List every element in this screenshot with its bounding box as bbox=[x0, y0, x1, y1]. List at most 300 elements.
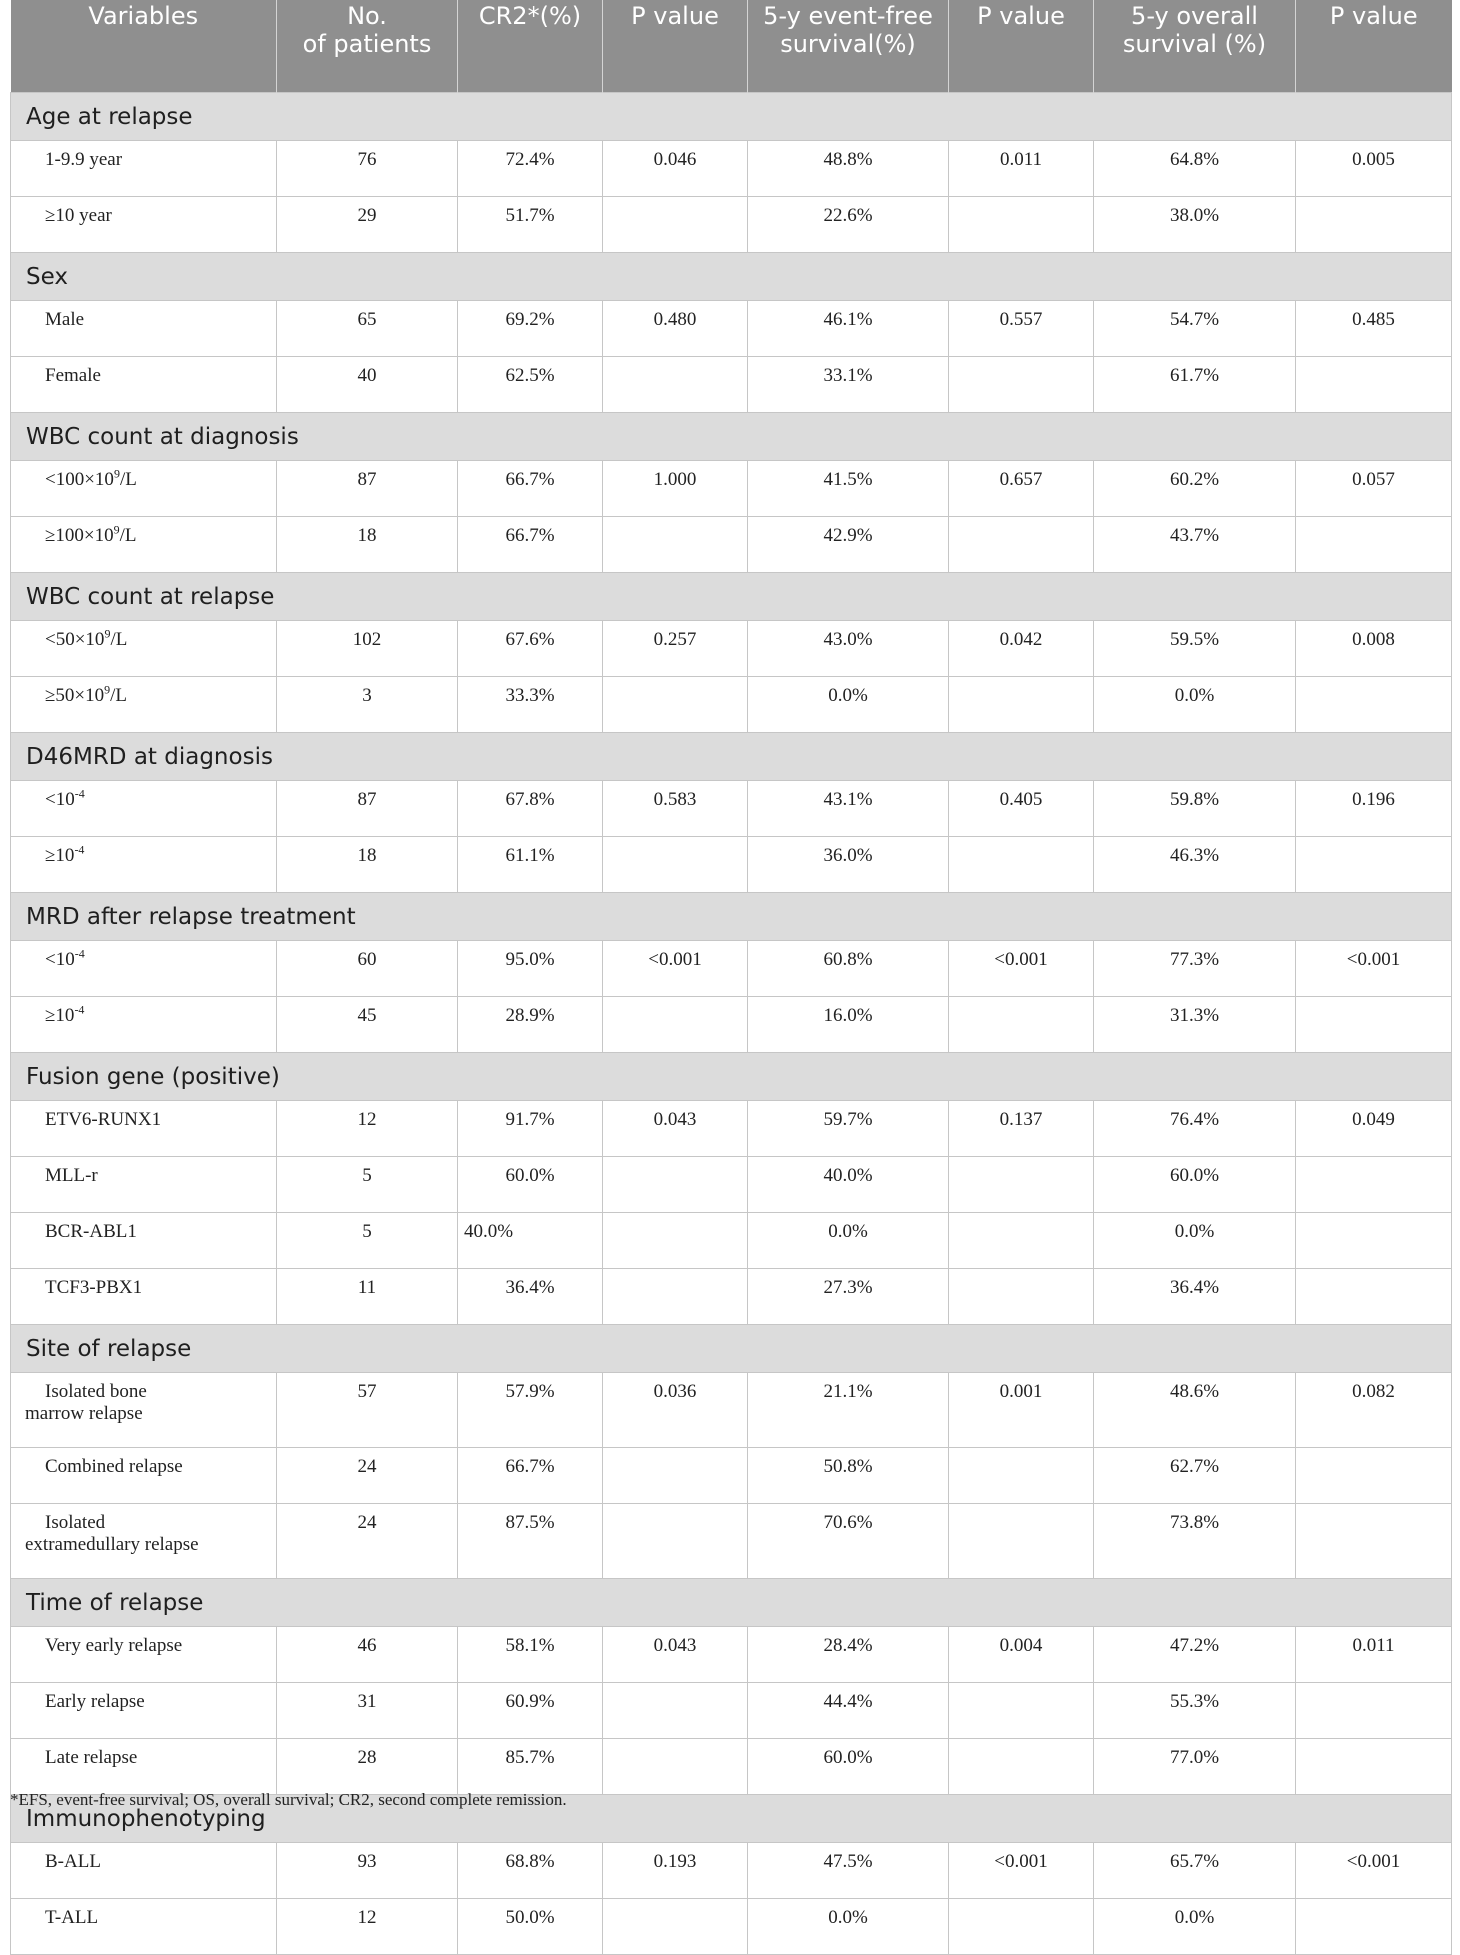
efs-cell: 46.1% bbox=[748, 301, 949, 357]
header-row bbox=[11, 0, 1452, 93]
table-row bbox=[11, 677, 1452, 733]
os-cell: 64.8% bbox=[1094, 141, 1296, 197]
os-cell: 46.3% bbox=[1094, 837, 1296, 893]
table-row bbox=[11, 1627, 1452, 1683]
patients-count-cell: 11 bbox=[277, 1269, 458, 1325]
os-cell: 62.7% bbox=[1094, 1448, 1296, 1504]
efs-cell: 0.0% bbox=[748, 677, 949, 733]
cr2-p-value-cell bbox=[603, 517, 748, 573]
efs-cell: 44.4% bbox=[748, 1683, 949, 1739]
os-p-value-cell bbox=[1296, 357, 1452, 413]
cr2-p-value-cell: 1.000 bbox=[603, 461, 748, 517]
os-p-value-cell bbox=[1296, 1269, 1452, 1325]
variable-cell bbox=[11, 1269, 277, 1325]
variable-superscript: -4 bbox=[74, 842, 85, 857]
os-p-value-cell bbox=[1296, 837, 1452, 893]
cr2-cell: 69.2% bbox=[458, 301, 603, 357]
variable-label: TCF3-PBX1 bbox=[45, 1277, 143, 1298]
os-p-value-cell: 0.082 bbox=[1296, 1373, 1452, 1448]
cr2-p-value-cell: 0.583 bbox=[603, 781, 748, 837]
variable-label-line bbox=[25, 1851, 270, 1873]
column-header: CR2*(%) bbox=[458, 0, 603, 93]
os-cell: 59.5% bbox=[1094, 621, 1296, 677]
group-title: Age at relapse bbox=[11, 93, 1452, 141]
variable-label: B-ALL bbox=[45, 1851, 101, 1872]
variable-cell bbox=[11, 1627, 277, 1683]
patients-count-cell: 46 bbox=[277, 1627, 458, 1683]
variable-unit: /L bbox=[119, 469, 137, 490]
cr2-cell: 58.1% bbox=[458, 1627, 603, 1683]
patients-count-cell: 24 bbox=[277, 1448, 458, 1504]
os-p-value-cell bbox=[1296, 677, 1452, 733]
cr2-cell: 87.5% bbox=[458, 1504, 603, 1579]
variable-cell bbox=[11, 1899, 277, 1955]
variable-label: 1-9.9 year bbox=[45, 149, 123, 170]
cr2-cell: 67.8% bbox=[458, 781, 603, 837]
cr2-cell: 91.7% bbox=[458, 1101, 603, 1157]
os-p-value-cell bbox=[1296, 1157, 1452, 1213]
cr2-p-value-cell bbox=[603, 1213, 748, 1269]
os-cell: 36.4% bbox=[1094, 1269, 1296, 1325]
variable-cell bbox=[11, 1504, 277, 1579]
variable-label: ≥10 year bbox=[45, 205, 112, 226]
group-title: WBC count at relapse bbox=[11, 573, 1452, 621]
os-cell: 43.7% bbox=[1094, 517, 1296, 573]
variable-label-line bbox=[25, 1165, 270, 1187]
cr2-cell: 28.9% bbox=[458, 997, 603, 1053]
column-header: No. of patients bbox=[277, 0, 458, 93]
cr2-cell: 66.7% bbox=[458, 1448, 603, 1504]
efs-p-value-cell bbox=[949, 517, 1094, 573]
table-row bbox=[11, 1269, 1452, 1325]
os-cell: 59.8% bbox=[1094, 781, 1296, 837]
variable-label: <10 bbox=[45, 949, 75, 970]
variable-cell bbox=[11, 781, 277, 837]
table-row bbox=[11, 1899, 1452, 1955]
column-header: Variables bbox=[11, 0, 277, 93]
table-row bbox=[11, 837, 1452, 893]
os-cell: 47.2% bbox=[1094, 1627, 1296, 1683]
os-cell: 31.3% bbox=[1094, 997, 1296, 1053]
table-body bbox=[11, 93, 1452, 1955]
efs-cell: 48.8% bbox=[748, 141, 949, 197]
efs-cell: 21.1% bbox=[748, 1373, 949, 1448]
os-p-value-cell bbox=[1296, 1213, 1452, 1269]
variable-label-line-2: marrow relapse bbox=[25, 1403, 143, 1424]
variable-cell bbox=[11, 677, 277, 733]
group-header-row bbox=[11, 93, 1452, 141]
table-row bbox=[11, 461, 1452, 517]
cr2-cell: 85.7% bbox=[458, 1739, 603, 1795]
efs-cell: 43.1% bbox=[748, 781, 949, 837]
table-row bbox=[11, 357, 1452, 413]
cr2-cell: 60.9% bbox=[458, 1683, 603, 1739]
efs-cell: 27.3% bbox=[748, 1269, 949, 1325]
efs-p-value-cell bbox=[949, 1269, 1094, 1325]
efs-p-value-cell: 0.137 bbox=[949, 1101, 1094, 1157]
variable-label: Male bbox=[45, 309, 85, 330]
variable-label: BCR-ABL1 bbox=[45, 1221, 137, 1242]
variable-cell bbox=[11, 141, 277, 197]
cr2-p-value-cell: 0.046 bbox=[603, 141, 748, 197]
table-header bbox=[11, 0, 1452, 93]
variable-superscript: -4 bbox=[74, 786, 85, 801]
variable-cell bbox=[11, 997, 277, 1053]
patients-count-cell: 12 bbox=[277, 1101, 458, 1157]
cr2-p-value-cell: 0.193 bbox=[603, 1843, 748, 1899]
efs-p-value-cell bbox=[949, 1448, 1094, 1504]
os-cell: 60.2% bbox=[1094, 461, 1296, 517]
group-title: Site of relapse bbox=[11, 1325, 1452, 1373]
cr2-cell: 57.9% bbox=[458, 1373, 603, 1448]
variable-cell bbox=[11, 1448, 277, 1504]
variable-label: Very early relapse bbox=[45, 1635, 183, 1656]
efs-p-value-cell bbox=[949, 997, 1094, 1053]
variable-cell bbox=[11, 621, 277, 677]
efs-p-value-cell: <0.001 bbox=[949, 941, 1094, 997]
patients-count-cell: 29 bbox=[277, 197, 458, 253]
efs-cell: 22.6% bbox=[748, 197, 949, 253]
os-p-value-cell bbox=[1296, 1683, 1452, 1739]
os-p-value-cell bbox=[1296, 1899, 1452, 1955]
cr2-cell: 61.1% bbox=[458, 837, 603, 893]
os-p-value-cell: 0.049 bbox=[1296, 1101, 1452, 1157]
variable-label: ≥50×10 bbox=[45, 685, 105, 706]
efs-p-value-cell bbox=[949, 197, 1094, 253]
cr2-cell: 72.4% bbox=[458, 141, 603, 197]
group-title: Immunophenotyping bbox=[11, 1795, 1452, 1843]
variable-superscript: 9 bbox=[104, 626, 111, 641]
cr2-cell: 33.3% bbox=[458, 677, 603, 733]
efs-cell: 41.5% bbox=[748, 461, 949, 517]
cr2-cell: 51.7% bbox=[458, 197, 603, 253]
os-cell: 54.7% bbox=[1094, 301, 1296, 357]
table-footnote: *EFS, event-free survival; OS, overall survival; CR2, second complete remission. bbox=[10, 1790, 567, 1809]
results-table bbox=[10, 0, 1452, 1955]
efs-p-value-cell: <0.001 bbox=[949, 1843, 1094, 1899]
table-row bbox=[11, 1101, 1452, 1157]
group-header-row bbox=[11, 1053, 1452, 1101]
os-cell: 77.0% bbox=[1094, 1739, 1296, 1795]
variable-label: ≥10 bbox=[45, 1005, 75, 1026]
variable-label-line bbox=[25, 149, 270, 171]
cr2-p-value-cell: <0.001 bbox=[603, 941, 748, 997]
cr2-p-value-cell bbox=[603, 837, 748, 893]
variable-label: <100×10 bbox=[45, 469, 114, 490]
variable-label: ≥10 bbox=[45, 845, 75, 866]
patients-count-cell: 87 bbox=[277, 781, 458, 837]
patients-count-cell: 5 bbox=[277, 1157, 458, 1213]
group-header-row bbox=[11, 413, 1452, 461]
variable-cell bbox=[11, 1157, 277, 1213]
os-p-value-cell: <0.001 bbox=[1296, 941, 1452, 997]
patients-count-cell: 24 bbox=[277, 1504, 458, 1579]
patients-count-cell: 18 bbox=[277, 517, 458, 573]
table-row bbox=[11, 1157, 1452, 1213]
variable-superscript: -4 bbox=[74, 1002, 85, 1017]
efs-cell: 70.6% bbox=[748, 1504, 949, 1579]
variable-label: <10 bbox=[45, 789, 75, 810]
efs-p-value-cell: 0.657 bbox=[949, 461, 1094, 517]
column-header: 5-y overall survival (%) bbox=[1094, 0, 1296, 93]
variable-label: ETV6-RUNX1 bbox=[45, 1109, 162, 1130]
os-p-value-cell: <0.001 bbox=[1296, 1843, 1452, 1899]
cr2-p-value-cell: 0.043 bbox=[603, 1627, 748, 1683]
variable-cell bbox=[11, 301, 277, 357]
patients-count-cell: 31 bbox=[277, 1683, 458, 1739]
table-row bbox=[11, 1373, 1452, 1448]
os-cell: 60.0% bbox=[1094, 1157, 1296, 1213]
variable-label: Isolated bone bbox=[45, 1381, 147, 1402]
cr2-cell: 36.4% bbox=[458, 1269, 603, 1325]
patients-count-cell: 3 bbox=[277, 677, 458, 733]
cr2-cell: 62.5% bbox=[458, 357, 603, 413]
variable-label-line bbox=[25, 466, 270, 491]
cr2-p-value-cell: 0.043 bbox=[603, 1101, 748, 1157]
efs-p-value-cell: 0.004 bbox=[949, 1627, 1094, 1683]
variable-label: Female bbox=[45, 365, 101, 386]
cr2-cell: 95.0% bbox=[458, 941, 603, 997]
cr2-cell: 60.0% bbox=[458, 1157, 603, 1213]
efs-p-value-cell bbox=[949, 837, 1094, 893]
variable-cell bbox=[11, 461, 277, 517]
os-cell: 0.0% bbox=[1094, 1213, 1296, 1269]
efs-cell: 60.0% bbox=[748, 1739, 949, 1795]
os-p-value-cell: 0.196 bbox=[1296, 781, 1452, 837]
variable-unit: /L bbox=[110, 685, 128, 706]
variable-label-line bbox=[25, 1221, 270, 1243]
variable-label: Early relapse bbox=[45, 1691, 145, 1712]
variable-cell bbox=[11, 517, 277, 573]
os-cell: 38.0% bbox=[1094, 197, 1296, 253]
os-p-value-cell bbox=[1296, 1739, 1452, 1795]
group-header-row bbox=[11, 893, 1452, 941]
patients-count-cell: 5 bbox=[277, 1213, 458, 1269]
variable-superscript: -4 bbox=[74, 946, 85, 961]
variable-label-line bbox=[25, 842, 270, 867]
efs-cell: 50.8% bbox=[748, 1448, 949, 1504]
patients-count-cell: 102 bbox=[277, 621, 458, 677]
variable-label-line bbox=[25, 205, 270, 227]
variable-label-line bbox=[25, 1277, 270, 1299]
column-header: 5-y event-free survival(%) bbox=[748, 0, 949, 93]
os-cell: 0.0% bbox=[1094, 677, 1296, 733]
cr2-p-value-cell bbox=[603, 1448, 748, 1504]
efs-p-value-cell bbox=[949, 677, 1094, 733]
efs-p-value-cell bbox=[949, 1683, 1094, 1739]
variable-label-line bbox=[25, 365, 270, 387]
os-p-value-cell: 0.057 bbox=[1296, 461, 1452, 517]
cr2-p-value-cell bbox=[603, 357, 748, 413]
results-table-container bbox=[10, 0, 1451, 1955]
variable-label-line bbox=[25, 1381, 270, 1403]
table-row bbox=[11, 517, 1452, 573]
os-cell: 55.3% bbox=[1094, 1683, 1296, 1739]
variable-label-line bbox=[25, 1691, 270, 1713]
cr2-p-value-cell: 0.480 bbox=[603, 301, 748, 357]
variable-label: Combined relapse bbox=[45, 1456, 183, 1477]
os-cell: 77.3% bbox=[1094, 941, 1296, 997]
patients-count-cell: 18 bbox=[277, 837, 458, 893]
table-row bbox=[11, 1504, 1452, 1579]
efs-p-value-cell: 0.405 bbox=[949, 781, 1094, 837]
variable-label-line-2: extramedullary relapse bbox=[25, 1534, 199, 1555]
group-title: Sex bbox=[11, 253, 1452, 301]
table-row bbox=[11, 1843, 1452, 1899]
variable-label: Late relapse bbox=[45, 1747, 138, 1768]
table-row bbox=[11, 1448, 1452, 1504]
efs-p-value-cell bbox=[949, 1157, 1094, 1213]
cr2-p-value-cell bbox=[603, 1739, 748, 1795]
efs-cell: 16.0% bbox=[748, 997, 949, 1053]
table-row bbox=[11, 621, 1452, 677]
os-p-value-cell bbox=[1296, 197, 1452, 253]
variable-cell bbox=[11, 1101, 277, 1157]
efs-cell: 0.0% bbox=[748, 1899, 949, 1955]
variable-label-line bbox=[25, 309, 270, 331]
variable-cell bbox=[11, 1739, 277, 1795]
os-p-value-cell bbox=[1296, 1448, 1452, 1504]
patients-count-cell: 57 bbox=[277, 1373, 458, 1448]
os-cell: 0.0% bbox=[1094, 1899, 1296, 1955]
os-p-value-cell: 0.008 bbox=[1296, 621, 1452, 677]
efs-p-value-cell: 0.001 bbox=[949, 1373, 1094, 1448]
os-p-value-cell: 0.011 bbox=[1296, 1627, 1452, 1683]
group-title: Fusion gene (positive) bbox=[11, 1053, 1452, 1101]
cr2-p-value-cell bbox=[603, 1504, 748, 1579]
variable-cell bbox=[11, 837, 277, 893]
cr2-p-value-cell: 0.036 bbox=[603, 1373, 748, 1448]
variable-label-line bbox=[25, 786, 270, 811]
variable-label-line bbox=[25, 522, 270, 547]
variable-label-line bbox=[25, 1747, 270, 1769]
column-header: P value bbox=[949, 0, 1094, 93]
cr2-cell: 40.0% bbox=[458, 1213, 603, 1269]
efs-p-value-cell bbox=[949, 357, 1094, 413]
efs-cell: 28.4% bbox=[748, 1627, 949, 1683]
efs-cell: 59.7% bbox=[748, 1101, 949, 1157]
cr2-p-value-cell bbox=[603, 997, 748, 1053]
efs-p-value-cell: 0.042 bbox=[949, 621, 1094, 677]
efs-cell: 36.0% bbox=[748, 837, 949, 893]
efs-p-value-cell bbox=[949, 1899, 1094, 1955]
variable-cell bbox=[11, 1683, 277, 1739]
variable-label-line bbox=[25, 946, 270, 971]
efs-p-value-cell bbox=[949, 1213, 1094, 1269]
group-title: Time of relapse bbox=[11, 1579, 1452, 1627]
variable-cell bbox=[11, 1213, 277, 1269]
group-title: WBC count at diagnosis bbox=[11, 413, 1452, 461]
cr2-p-value-cell bbox=[603, 1269, 748, 1325]
cr2-p-value-cell bbox=[603, 1157, 748, 1213]
efs-cell: 40.0% bbox=[748, 1157, 949, 1213]
patients-count-cell: 65 bbox=[277, 301, 458, 357]
variable-label: <50×10 bbox=[45, 629, 105, 650]
efs-cell: 42.9% bbox=[748, 517, 949, 573]
variable-label: MLL-r bbox=[45, 1165, 98, 1186]
variable-label-line bbox=[25, 1512, 270, 1534]
os-cell: 65.7% bbox=[1094, 1843, 1296, 1899]
variable-cell bbox=[11, 1373, 277, 1448]
efs-cell: 60.8% bbox=[748, 941, 949, 997]
group-header-row bbox=[11, 253, 1452, 301]
variable-label-line bbox=[25, 1109, 270, 1131]
efs-cell: 33.1% bbox=[748, 357, 949, 413]
cr2-p-value-cell bbox=[603, 1683, 748, 1739]
variable-label-line bbox=[25, 1907, 270, 1929]
variable-label-line bbox=[25, 1002, 270, 1027]
patients-count-cell: 28 bbox=[277, 1739, 458, 1795]
table-row bbox=[11, 781, 1452, 837]
cr2-p-value-cell bbox=[603, 197, 748, 253]
os-cell: 61.7% bbox=[1094, 357, 1296, 413]
efs-p-value-cell bbox=[949, 1739, 1094, 1795]
table-row bbox=[11, 197, 1452, 253]
variable-cell bbox=[11, 1843, 277, 1899]
variable-cell bbox=[11, 941, 277, 997]
efs-cell: 47.5% bbox=[748, 1843, 949, 1899]
cr2-p-value-cell bbox=[603, 1899, 748, 1955]
table-row bbox=[11, 1683, 1452, 1739]
patients-count-cell: 87 bbox=[277, 461, 458, 517]
patients-count-cell: 60 bbox=[277, 941, 458, 997]
group-header-row bbox=[11, 573, 1452, 621]
table-row bbox=[11, 1213, 1452, 1269]
column-header: P value bbox=[1296, 0, 1452, 93]
variable-cell bbox=[11, 197, 277, 253]
cr2-cell: 68.8% bbox=[458, 1843, 603, 1899]
variable-unit: /L bbox=[110, 629, 128, 650]
os-p-value-cell: 0.005 bbox=[1296, 141, 1452, 197]
variable-superscript: 9 bbox=[104, 682, 111, 697]
group-header-row bbox=[11, 1325, 1452, 1373]
os-p-value-cell bbox=[1296, 997, 1452, 1053]
table-row bbox=[11, 941, 1452, 997]
efs-p-value-cell: 0.011 bbox=[949, 141, 1094, 197]
cr2-cell: 66.7% bbox=[458, 517, 603, 573]
patients-count-cell: 93 bbox=[277, 1843, 458, 1899]
patients-count-cell: 40 bbox=[277, 357, 458, 413]
variable-label-line bbox=[25, 682, 270, 707]
variable-label: Isolated bbox=[45, 1512, 106, 1533]
variable-label-line bbox=[25, 1635, 270, 1657]
table-row bbox=[11, 141, 1452, 197]
efs-cell: 43.0% bbox=[748, 621, 949, 677]
os-p-value-cell bbox=[1296, 1504, 1452, 1579]
column-header: P value bbox=[603, 0, 748, 93]
table-row bbox=[11, 1739, 1452, 1795]
variable-label: ≥100×10 bbox=[45, 525, 114, 546]
patients-count-cell: 12 bbox=[277, 1899, 458, 1955]
os-cell: 76.4% bbox=[1094, 1101, 1296, 1157]
cr2-p-value-cell bbox=[603, 677, 748, 733]
variable-label: T-ALL bbox=[45, 1907, 99, 1928]
variable-cell bbox=[11, 357, 277, 413]
variable-superscript: 9 bbox=[113, 466, 120, 481]
group-header-row bbox=[11, 1579, 1452, 1627]
cr2-cell: 50.0% bbox=[458, 1899, 603, 1955]
variable-label-line bbox=[25, 626, 270, 651]
variable-unit: /L bbox=[119, 525, 137, 546]
os-cell: 73.8% bbox=[1094, 1504, 1296, 1579]
patients-count-cell: 76 bbox=[277, 141, 458, 197]
efs-p-value-cell bbox=[949, 1504, 1094, 1579]
group-title: D46MRD at diagnosis bbox=[11, 733, 1452, 781]
group-header-row bbox=[11, 733, 1452, 781]
table-row bbox=[11, 301, 1452, 357]
cr2-cell: 66.7% bbox=[458, 461, 603, 517]
cr2-p-value-cell: 0.257 bbox=[603, 621, 748, 677]
